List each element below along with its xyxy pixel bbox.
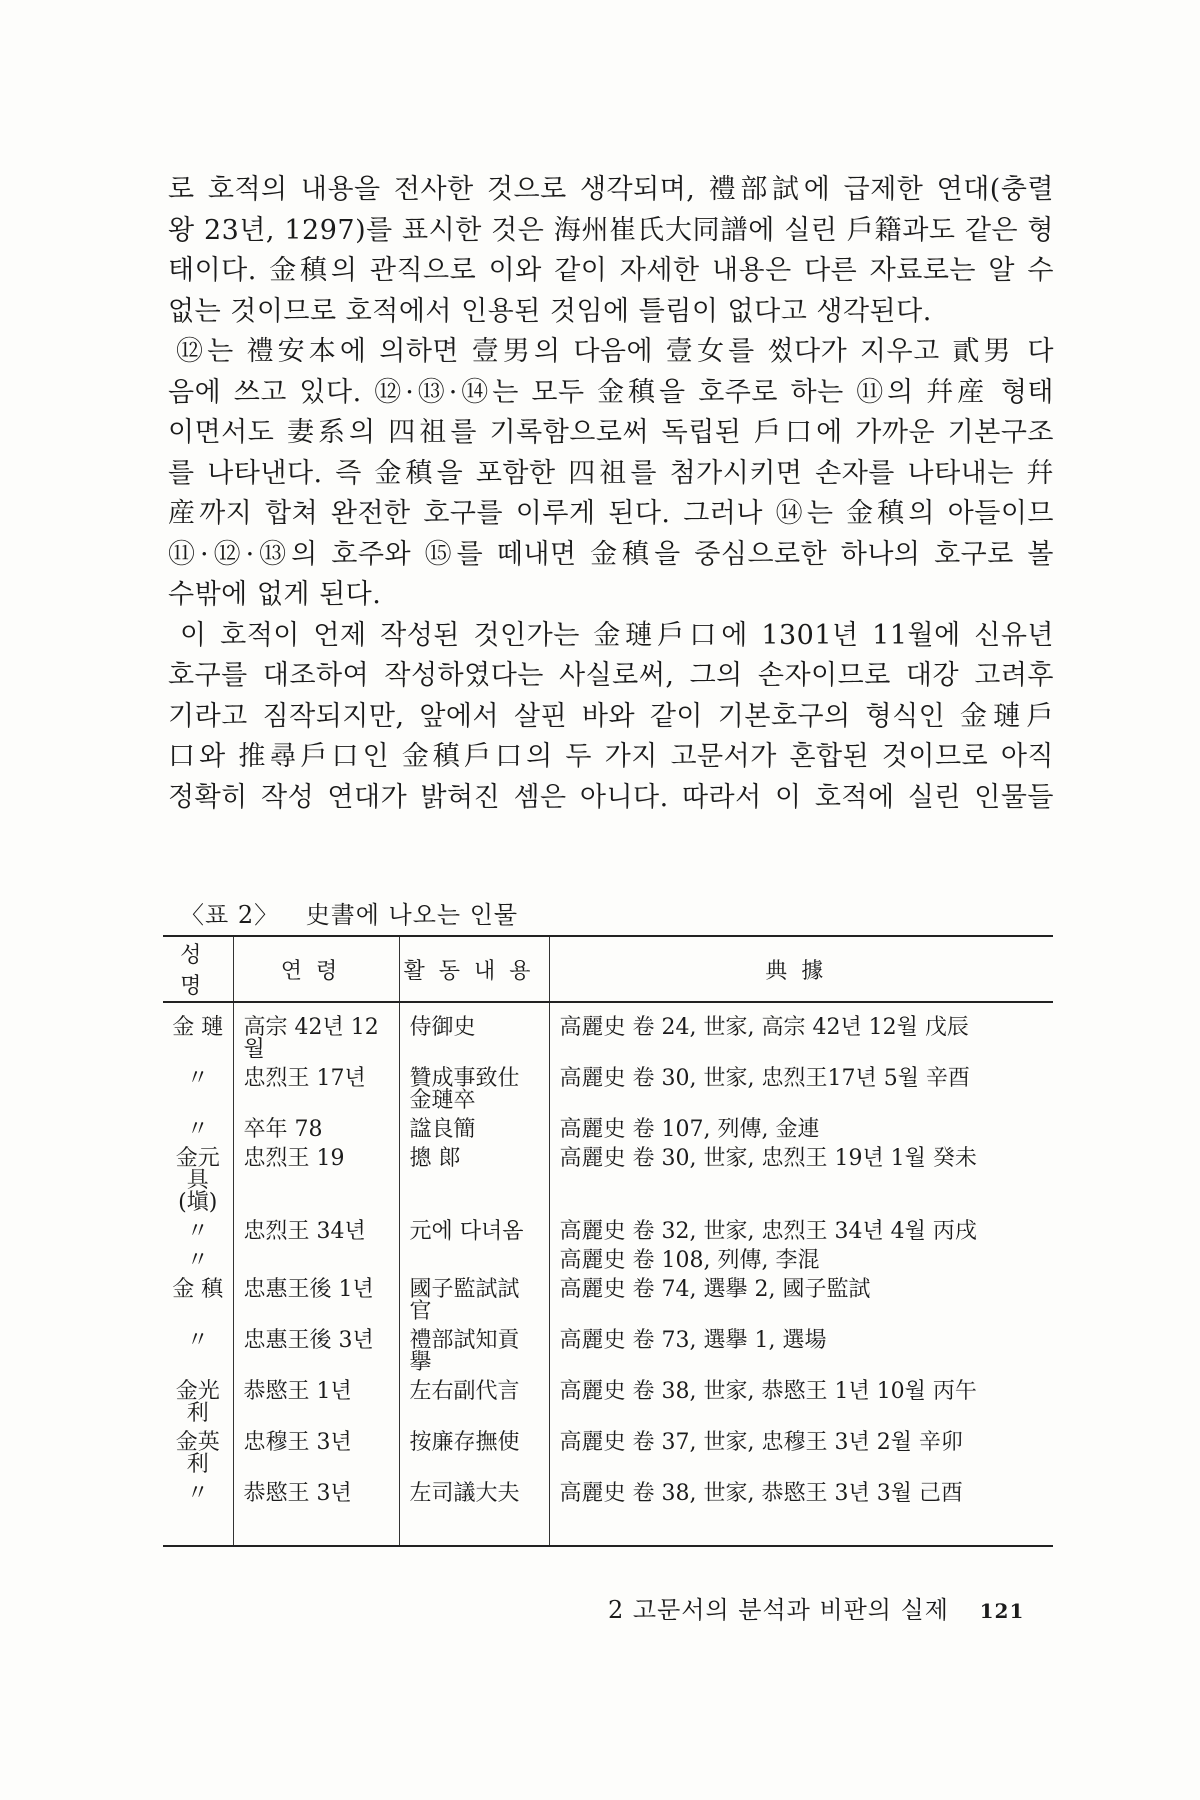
table-row	[163, 1378, 1053, 1429]
persons-table	[163, 935, 1053, 1547]
cell-name: 〃	[186, 1248, 209, 1273]
body-line: 口와 推尋戶口인 金稹戶口의 두 가지 고문서가 혼합된 것이므로 아직	[168, 741, 1054, 772]
cell-age: 忠穆王 3년	[233, 1429, 399, 1480]
table-row	[163, 1480, 1053, 1546]
cell-activity	[399, 1247, 549, 1276]
body-line: 없는 것이므로 호적에서 인용된 것임에 틀림이 없다고 생각된다.	[168, 295, 932, 327]
body-line: ⑫는 禮安本에 의하면 壹男의 다음에 壹女를 썼다가 지우고 貳男 다	[176, 336, 1054, 367]
cell-age	[233, 1247, 399, 1276]
table-caption-number: 〈표 2〉	[180, 901, 280, 929]
page-number: 121	[979, 1599, 1025, 1623]
cell-name: 金光利	[175, 1379, 220, 1426]
table-row	[163, 1065, 1053, 1116]
cell-activity: 摠 郞	[399, 1145, 549, 1218]
body-line: 이면서도 妻系의 四祖를 기록함으로써 독립된 戶口에 가까운 기본구조	[168, 417, 1054, 448]
table-row	[163, 1247, 1053, 1276]
header-activity: 활동내용	[399, 936, 549, 1002]
table-row	[163, 1429, 1053, 1480]
cell-name: 金 璉	[172, 1015, 224, 1040]
running-title: 2 고문서의 분석과 비판의 실제	[608, 1596, 949, 1624]
table-row	[163, 1116, 1053, 1145]
cell-age: 忠烈王 34년	[233, 1218, 399, 1247]
cell-activity: 禮部試知貢擧	[399, 1327, 549, 1378]
cell-age: 忠烈王 19	[233, 1145, 399, 1218]
cell-activity: 左右副代言	[399, 1378, 549, 1429]
table-row	[163, 1218, 1053, 1247]
cell-activity: 左司議大夫	[399, 1480, 549, 1546]
cell-name: 〃	[186, 1481, 209, 1506]
body-line: 호구를 대조하여 작성하였다는 사실로써, 그의 손자이므로 대강 고려후	[168, 660, 1054, 691]
cell-age: 忠惠王後 1년	[233, 1276, 399, 1327]
cell-age: 高宗 42년 12월	[233, 1002, 399, 1065]
body-line: 수밖에 없게 된다.	[168, 579, 382, 610]
cell-name: 金元具 (塡)	[175, 1146, 220, 1215]
cell-source: 高麗史 卷 24, 世家, 高宗 42년 12월 戊辰	[549, 1002, 1053, 1065]
cell-source: 高麗史 卷 30, 世家, 忠烈王 19년 1월 癸未	[549, 1145, 1053, 1218]
header-name: 성명	[163, 936, 233, 1002]
body-line: 이 호적이 언제 작성된 것인가는 金璉戶口에 1301년 11월에 신유년	[180, 619, 1054, 651]
cell-activity: 國子監試試官	[399, 1276, 549, 1327]
cell-activity: 按廉存撫使	[399, 1429, 549, 1480]
body-line: 産까지 합쳐 완전한 호구를 이루게 된다. 그러나 ⑭는 金稹의 아들이므	[168, 498, 1054, 529]
table-header-row	[163, 936, 1053, 1002]
header-age: 연령	[233, 936, 399, 1002]
cell-activity: 贊成事致仕金璉卒	[399, 1065, 549, 1116]
cell-source: 高麗史 卷 32, 世家, 忠烈王 34년 4월 丙戌	[549, 1218, 1053, 1247]
body-line: 정확히 작성 연대가 밝혀진 셈은 아니다. 따라서 이 호적에 실린 인물들	[168, 781, 1054, 813]
cell-activity: 元에 다녀옴	[399, 1218, 549, 1247]
cell-name: 〃	[186, 1328, 209, 1353]
cell-age: 恭愍王 1년	[233, 1378, 399, 1429]
body-line: 태이다. 金稹의 관직으로 이와 같이 자세한 내용은 다른 자료로는 알 수	[168, 255, 1054, 286]
cell-source: 高麗史 卷 107, 列傳, 金連	[549, 1116, 1053, 1145]
body-line: 음에 쓰고 있다. ⑫·⑬·⑭는 모두 金稹을 호주로 하는 ⑪의 幷産 형태	[168, 376, 1054, 408]
body-line: ⑪·⑫·⑬의 호주와 ⑮를 떼내면 金稹을 중심으로한 하나의 호구로 볼	[168, 538, 1054, 570]
cell-age: 忠烈王 17년	[233, 1065, 399, 1116]
body-line: 를 나타낸다. 즉 金稹을 포함한 四祖를 첨가시키면 손자를 나타내는 幷	[168, 457, 1054, 489]
table-caption	[180, 895, 518, 930]
cell-age: 卒年 78	[233, 1116, 399, 1145]
cell-source: 高麗史 卷 108, 列傳, 李混	[549, 1247, 1053, 1276]
table-row	[163, 1276, 1053, 1327]
cell-source: 高麗史 卷 38, 世家, 恭愍王 3년 3월 己酉	[549, 1480, 1053, 1546]
body-line: 기라고 짐작되지만, 앞에서 살핀 바와 같이 기본호구의 형식인 金璉戶	[168, 700, 1054, 732]
body-line: 왕 23년, 1297)를 표시한 것은 海州崔氏大同譜에 실린 戶籍과도 같은 형	[168, 214, 1054, 246]
cell-source: 高麗史 卷 38, 世家, 恭愍王 1년 10월 丙午	[549, 1378, 1053, 1429]
page-footer	[608, 1590, 1024, 1625]
cell-name: 〃	[186, 1219, 209, 1244]
cell-source: 高麗史 卷 74, 選擧 2, 國子監試	[549, 1276, 1053, 1327]
cell-activity: 侍御史	[399, 1002, 549, 1065]
table-row	[163, 1145, 1053, 1218]
table-row	[163, 1002, 1053, 1065]
cell-source: 高麗史 卷 73, 選擧 1, 選場	[549, 1327, 1053, 1378]
table-row	[163, 1327, 1053, 1378]
cell-source: 高麗史 卷 37, 世家, 忠穆王 3년 2월 辛卯	[549, 1429, 1053, 1480]
cell-source: 高麗史 卷 30, 世家, 忠烈王17년 5월 辛酉	[549, 1065, 1053, 1116]
cell-name: 〃	[186, 1066, 209, 1091]
cell-age: 忠惠王後 3년	[233, 1327, 399, 1378]
table-caption-title: 史書에 나오는 인물	[305, 901, 519, 929]
cell-age: 恭愍王 3년	[233, 1480, 399, 1546]
cell-name: 金英利	[175, 1430, 220, 1477]
cell-name: 金 稹	[172, 1277, 224, 1302]
header-source: 典據	[549, 936, 1053, 1002]
cell-activity: 諡良簡	[399, 1116, 549, 1145]
body-line: 로 호적의 내용을 전사한 것으로 생각되며, 禮部試에 급제한 연대(충렬	[168, 174, 1054, 205]
cell-name: 〃	[186, 1117, 209, 1142]
body-text	[168, 170, 1054, 818]
